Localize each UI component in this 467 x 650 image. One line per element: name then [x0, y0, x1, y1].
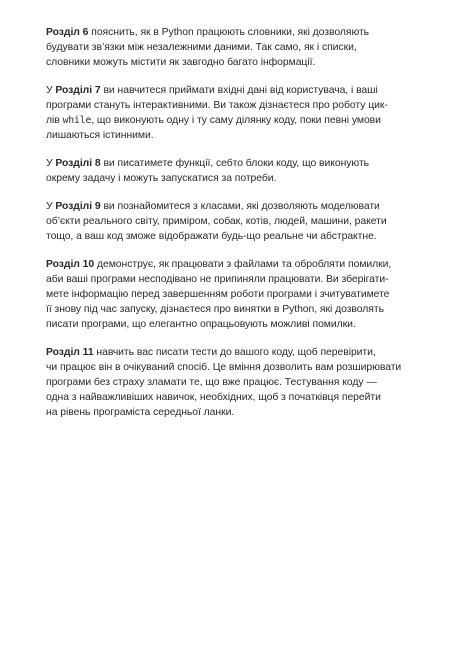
text-line — [46, 287, 426, 302]
text-line — [46, 199, 426, 214]
text-run: її знову під час запуску, дізнаєтеся про винятки в Python, які дозволять — [46, 304, 384, 315]
text-run: чи працює він в очікуваний спосіб. Це вміння дозволить вам розширювати — [46, 362, 402, 373]
text-run: програми стануть інтерактивними. Ви також дізнаєтеся про роботу цик- — [46, 100, 388, 111]
chapter-label: Розділ 10 — [46, 259, 95, 270]
text-run: ви познайомитеся з класами, які дозволяють моделювати — [100, 201, 380, 212]
text-run: будувати зв’язки між незалежними даними. Так само, як і списки, — [46, 42, 357, 53]
paragraph-chapter-10 — [46, 257, 426, 332]
text-run: окрему задачу і можуть запускатися за потреби. — [46, 173, 277, 184]
text-run: лишаються істинними. — [46, 130, 154, 141]
text-line — [46, 375, 426, 390]
text-run: У — [46, 201, 56, 212]
text-run: одна з найважливіших навичок, необхідних, щоб з початківця перейти — [46, 392, 381, 403]
text-line — [46, 25, 426, 40]
text-line — [46, 214, 426, 229]
text-run: ви навчитеся приймати вхідні дані від користувача, і ваші — [100, 85, 378, 96]
text-line — [46, 40, 426, 55]
text-line — [46, 345, 426, 360]
text-run: , що виконують одну і ту саму ділянку коду, поки певні умови — [91, 115, 381, 126]
text-line — [46, 171, 426, 186]
text-line — [46, 272, 426, 287]
chapter-label: Розділ 11 — [46, 347, 94, 358]
text-line — [46, 317, 426, 332]
text-run: навчить вас писати тести до вашого коду, щоб перевірити, — [93, 347, 376, 358]
text-line — [46, 360, 426, 375]
text-line — [46, 257, 426, 272]
paragraph-chapter-11 — [46, 345, 426, 420]
chapter-label: Розділі 7 — [55, 85, 101, 96]
text-run: У — [46, 158, 56, 169]
page-body — [46, 25, 426, 433]
code-keyword: while — [62, 115, 92, 126]
paragraph-chapter-9 — [46, 199, 426, 244]
text-run: писати програми, що елегантно опрацьовують можливі помилки. — [46, 319, 356, 330]
text-run: демонструє, як працювати з файлами та обробляти помилки, — [94, 259, 392, 270]
text-line — [46, 405, 426, 420]
text-run: програми без страху зламати те, що вже працює. Тестування коду — — [46, 377, 377, 388]
text-line — [46, 128, 426, 143]
text-run: пояснить, як в Python працюють словники, які дозволяють — [88, 27, 370, 38]
text-run: об’єкти реального світу, приміром, собак, котів, людей, машини, ракети — [46, 216, 387, 227]
text-line — [46, 83, 426, 98]
text-run: лів — [46, 115, 63, 126]
chapter-label: Розділі 9 — [55, 201, 101, 212]
text-run: тощо, а ваш код зможе відображати будь-що реальне чи абстрактне. — [46, 231, 377, 242]
text-line — [46, 390, 426, 405]
chapter-label: Розділі 8 — [55, 158, 101, 169]
text-line — [46, 98, 426, 113]
paragraph-chapter-7 — [46, 83, 426, 143]
text-run: У — [46, 85, 56, 96]
text-run: словники можуть містити як завгодно багато інформації. — [46, 57, 316, 68]
text-line — [46, 302, 426, 317]
text-line — [46, 229, 426, 244]
text-run: ви писатимете функції, себто блоки коду, що виконують — [100, 158, 370, 169]
text-line — [46, 55, 426, 70]
text-run: мете інформацію перед завершенням роботи програми і зчитуватимете — [46, 289, 390, 300]
paragraph-chapter-8 — [46, 156, 426, 186]
paragraph-chapter-6 — [46, 25, 426, 70]
chapter-label: Розділ 6 — [46, 27, 89, 38]
text-run: аби ваші програми несподівано не припиняли працювати. Ви зберігати- — [46, 274, 389, 285]
text-run: на рівень програміста середньої ланки. — [46, 407, 235, 418]
text-line — [46, 113, 426, 128]
text-line — [46, 156, 426, 171]
